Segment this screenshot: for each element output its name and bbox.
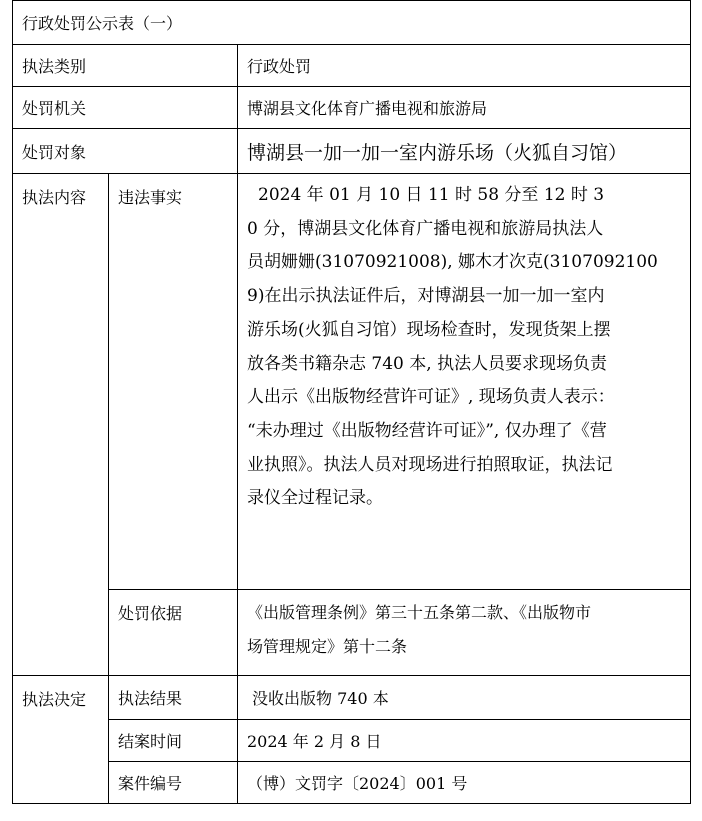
facts-line: 2024 年 01 月 10 日 11 时 58 分至 12 时 3 [258, 185, 605, 205]
target-label: 处罚对象 [13, 129, 238, 174]
facts-line: 员胡姗姗(31070921008), 娜木才次克(3107092100 [247, 252, 658, 273]
penalty-disclosure-table [12, 0, 691, 804]
facts-line: 放各类书籍杂志 740 本, 执法人员要求现场负责 [247, 353, 608, 374]
facts-line: “未办理过《出版物经营许可证》”, 仅办理了《营 [247, 420, 607, 441]
closing-date-label: 结案时间 [109, 720, 238, 762]
decision-label: 执法决定 [13, 676, 109, 804]
facts-line: 9)在出示执法证件后，对博湖县一加一加一室内 [247, 286, 605, 307]
category-label: 执法类别 [13, 45, 238, 87]
result-value: 没收出版物 740 本 [238, 676, 691, 720]
result-label: 执法结果 [109, 676, 238, 720]
case-number-value: （博）文罚字〔2024〕001 号 [238, 762, 691, 804]
facts-label: 违法事实 [109, 174, 238, 590]
facts-line: 0 分，博湖县文化体育广播电视和旅游局执法人 [247, 218, 604, 239]
category-value: 行政处罚 [238, 45, 691, 87]
facts-text [238, 174, 691, 590]
basis-line: 场管理规定》第十二条 [247, 637, 408, 656]
facts-line: 录仪全过程记录。 [247, 488, 383, 509]
authority-value: 博湖县文化体育广播电视和旅游局 [238, 87, 691, 129]
facts-line: 人出示《出版物经营许可证》, 现场负责人表示： [247, 387, 615, 408]
basis-line: 《出版管理条例》第三十五条第二款、《出版物市 [247, 603, 592, 622]
case-number-label: 案件编号 [109, 762, 238, 804]
content-label: 执法内容 [13, 174, 109, 676]
closing-date-value: 2024 年 2 月 8 日 [238, 720, 691, 762]
table-title: 行政处罚公示表（一） [13, 1, 691, 45]
basis-text [238, 590, 691, 676]
facts-line: 业执照》。执法人员对现场进行拍照取证，执法记 [247, 454, 613, 475]
basis-label: 处罚依据 [109, 590, 238, 676]
facts-line: 游乐场(火狐自习馆）现场检查时，发现货架上摆 [247, 319, 611, 340]
authority-label: 处罚机关 [13, 87, 238, 129]
target-value: 博湖县一加一加一室内游乐场（火狐自习馆） [238, 129, 691, 174]
